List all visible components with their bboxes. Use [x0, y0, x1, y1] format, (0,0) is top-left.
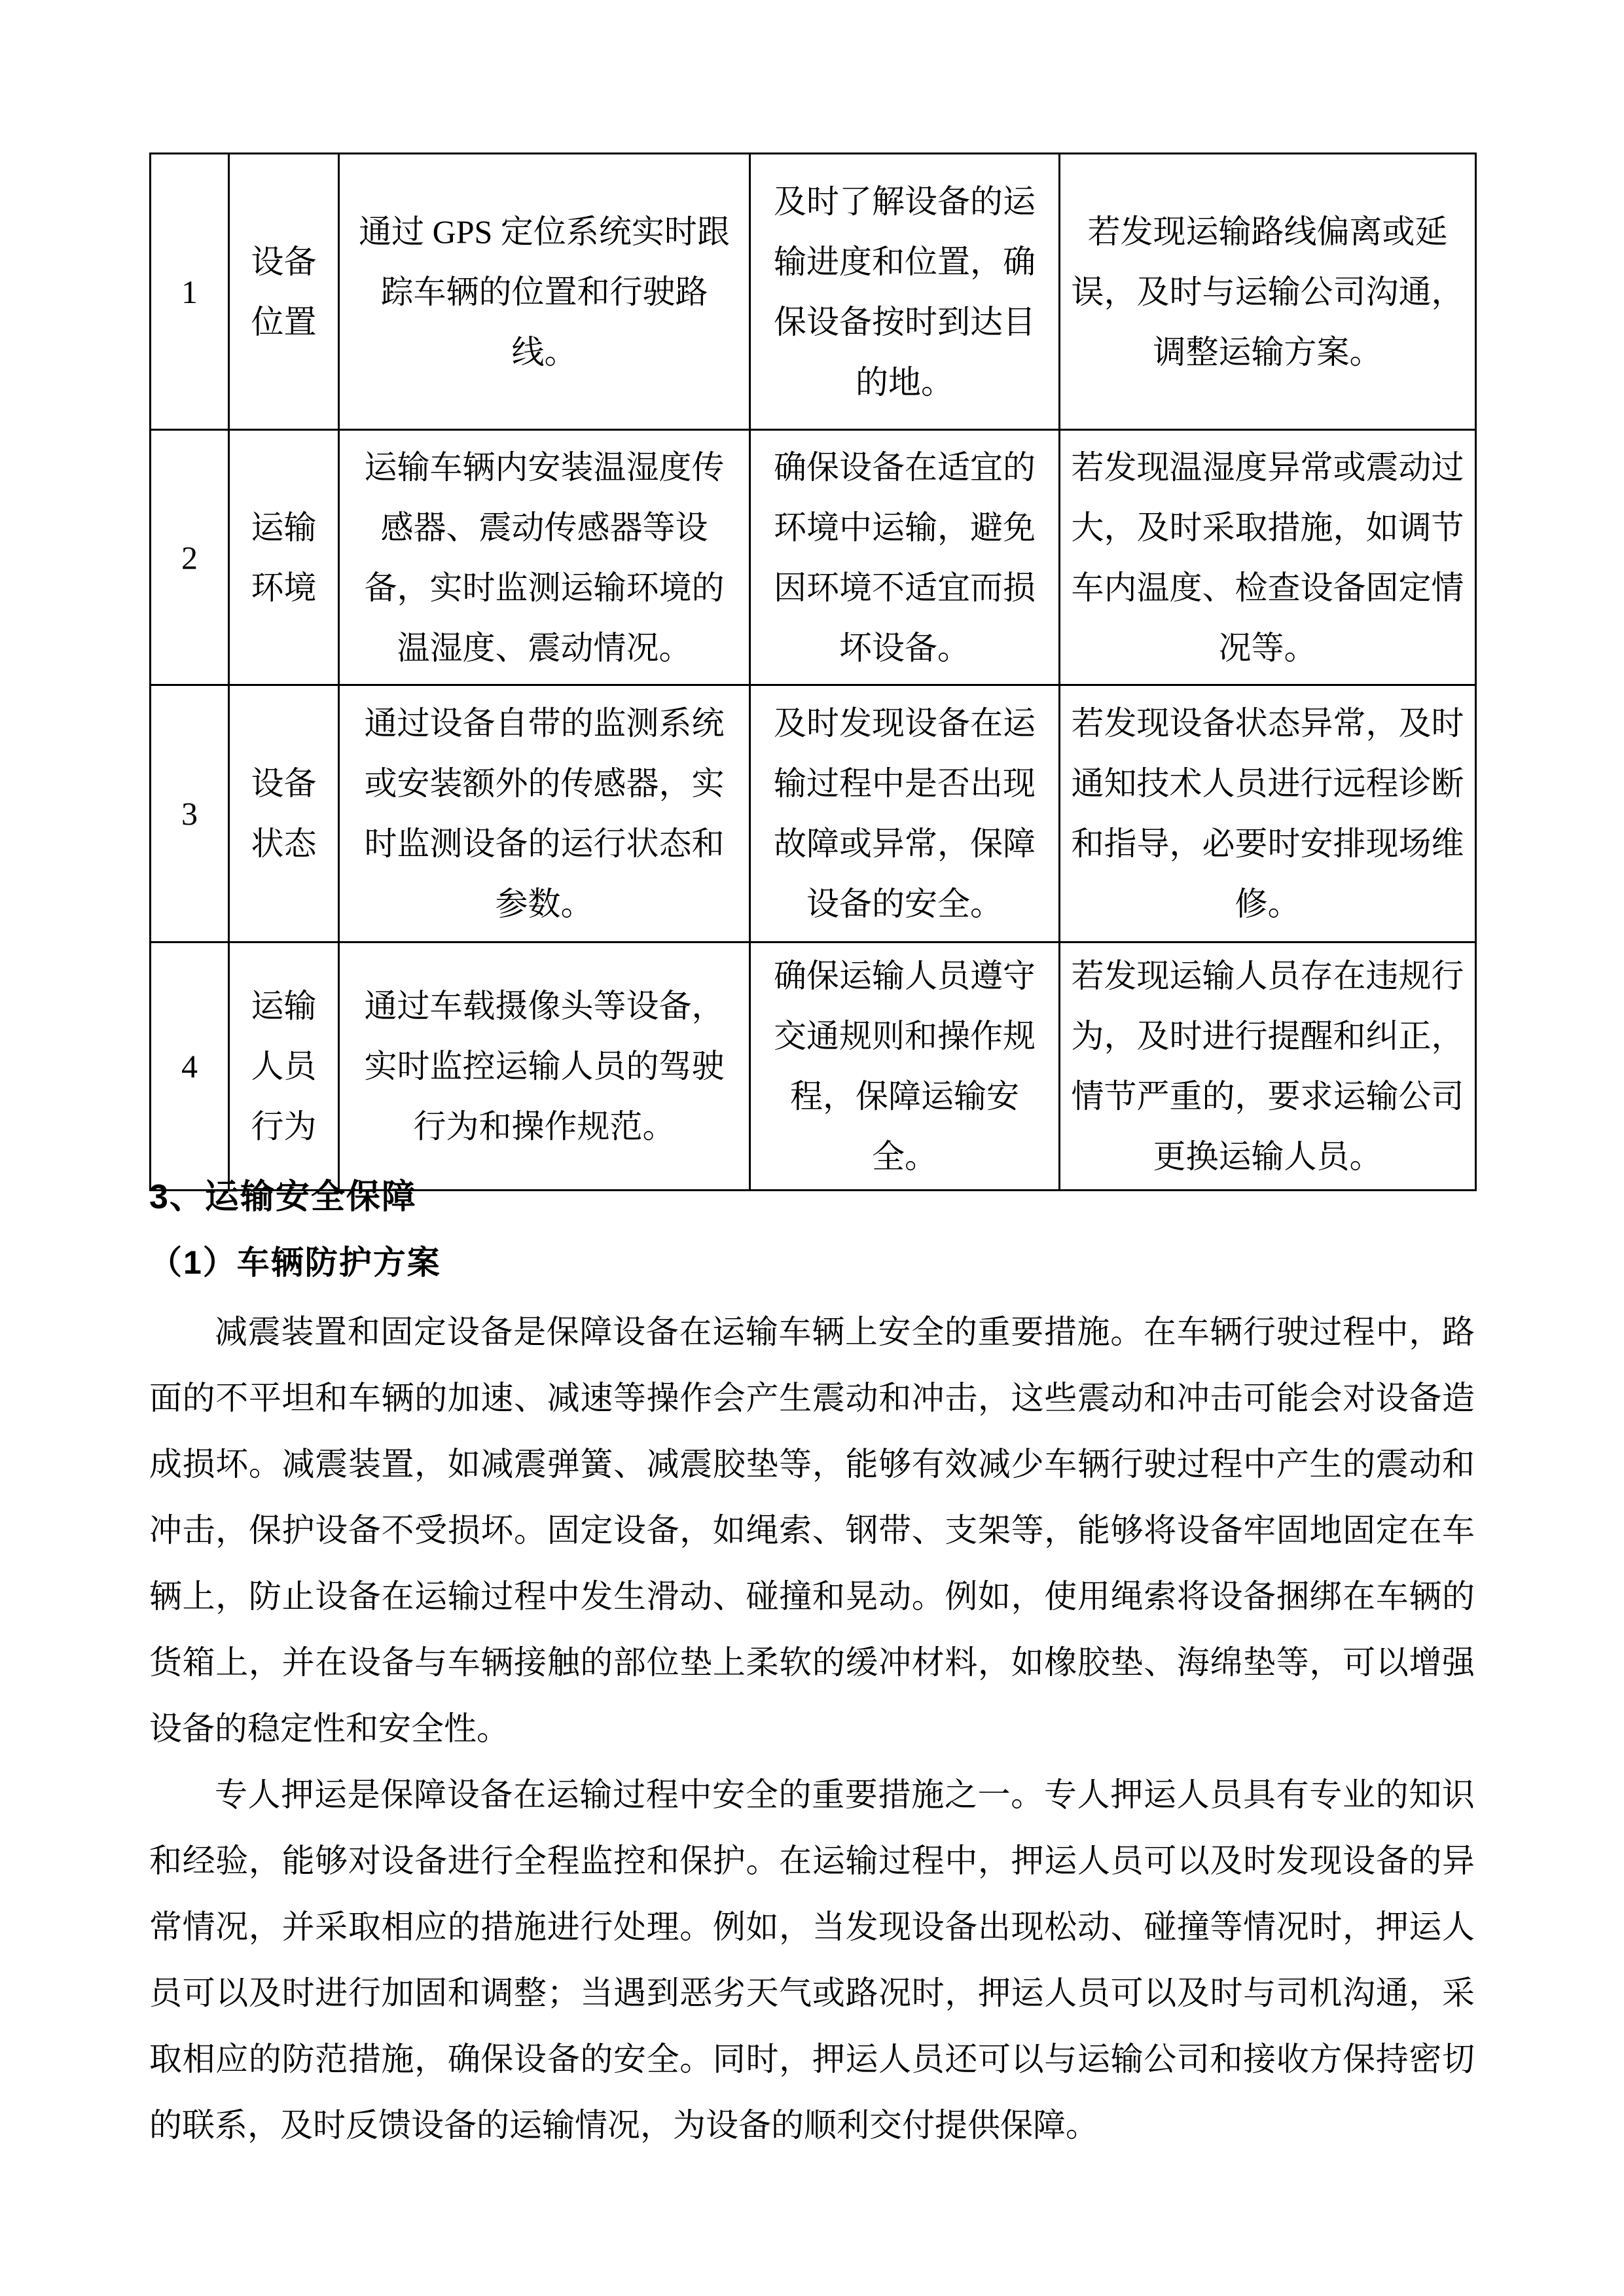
- row-number-cell: 2: [151, 430, 229, 685]
- section-subheading: （1）车辆防护方案: [149, 1244, 441, 1281]
- table-row: [151, 685, 1476, 942]
- method-cell: 通过车载摄像头等设备，实时监控运输人员的驾驶行为和操作规范。: [339, 942, 750, 1191]
- paragraph: 专人押运是保障设备在运输过程中安全的重要措施之一。专人押运人员具有专业的知识和经验，能够对设备进行全程监控和保护。在运输过程中，押运人员可以及时发现设备的异常情况，并采取相应的措施进行处理。例如，当发现设备出现松动、碰撞等情况时，押运人员可以及时进行加固和调整；当遇到恶劣天气或路况时，押运人员可以及时与司机沟通，采取相应的防范措施，确保设备的安全。同时，押运人员还可以与运输公司和接收方保持密切的联系，及时反馈设备的运输情况，为设备的顺利交付提供保障。: [149, 1776, 1475, 2144]
- body-text: [149, 1299, 1475, 2159]
- section-heading: 3、运输安全保障: [149, 1178, 417, 1216]
- purpose-cell: 确保运输人员遵守交通规则和操作规程，保障运输安全。: [750, 942, 1060, 1191]
- table-row: [151, 154, 1476, 430]
- action-cell: 若发现运输人员存在违规行为，及时进行提醒和纠正，情节严重的，要求运输公司更换运输人员。: [1060, 942, 1476, 1191]
- method-cell: 运输车辆内安装温湿度传感器、震动传感器等设备，实时监测运输环境的温湿度、震动情况。: [339, 430, 750, 685]
- category-cell: 设备位置: [229, 154, 339, 430]
- action-cell: 若发现温湿度异常或震动过大，及时采取措施，如调节车内温度、检查设备固定情况等。: [1060, 430, 1476, 685]
- monitoring-table: [149, 152, 1477, 1191]
- table-row: [151, 430, 1476, 685]
- purpose-cell: 确保设备在适宜的环境中运输，避免因环境不适宜而损坏设备。: [750, 430, 1060, 685]
- row-number-cell: 1: [151, 154, 229, 430]
- category-cell: 设备状态: [229, 685, 339, 942]
- method-cell: 通过 GPS 定位系统实时跟踪车辆的位置和行驶路线。: [339, 154, 750, 430]
- purpose-cell: 及时发现设备在运输过程中是否出现故障或异常，保障设备的安全。: [750, 685, 1060, 942]
- category-cell: 运输人员行为: [229, 942, 339, 1191]
- action-cell: 若发现运输路线偏离或延误，及时与运输公司沟通，调整运输方案。: [1060, 154, 1476, 430]
- paragraph: 减震装置和固定设备是保障设备在运输车辆上安全的重要措施。在车辆行驶过程中，路面的不平坦和车辆的加速、减速等操作会产生震动和冲击，这些震动和冲击可能会对设备造成损坏。减震装置，如减震弹簧、减震胶垫等，能够有效减少车辆行驶过程中产生的震动和冲击，保护设备不受损坏。固定设备，如绳索、钢带、支架等，能够将设备牢固地固定在车辆上，防止设备在运输过程中发生滑动、碰撞和晃动。例如，使用绳索将设备捆绑在车辆的货箱上，并在设备与车辆接触的部位垫上柔软的缓冲材料，如橡胶垫、海绵垫等，可以增强设备的稳定性和安全性。: [149, 1314, 1475, 1747]
- row-number-cell: 4: [151, 942, 229, 1191]
- action-cell: 若发现设备状态异常，及时通知技术人员进行远程诊断和指导，必要时安排现场维修。: [1060, 685, 1476, 942]
- category-cell: 运输环境: [229, 430, 339, 685]
- row-number-cell: 3: [151, 685, 229, 942]
- method-cell: 通过设备自带的监测系统或安装额外的传感器，实时监测设备的运行状态和参数。: [339, 685, 750, 942]
- purpose-cell: 及时了解设备的运输进度和位置，确保设备按时到达目的地。: [750, 154, 1060, 430]
- table-row: [151, 942, 1476, 1191]
